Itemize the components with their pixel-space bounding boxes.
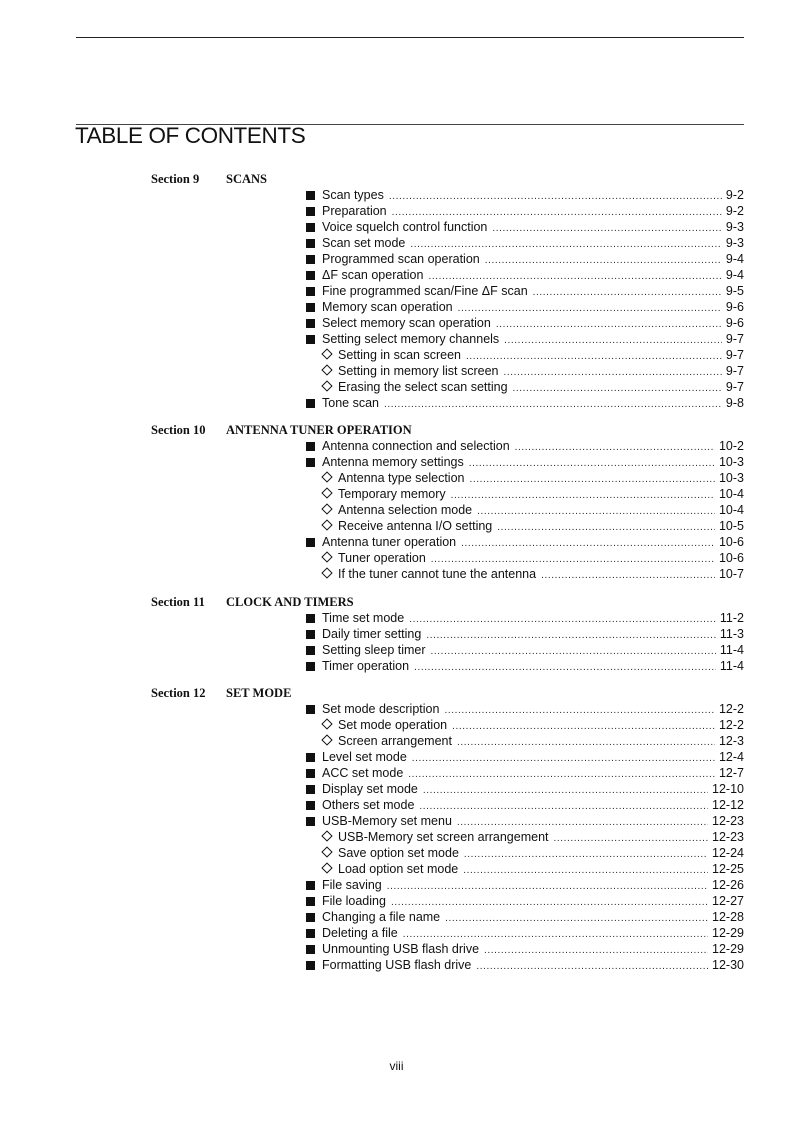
diamond-bullet-icon	[322, 470, 338, 486]
toc-subentry[interactable]	[322, 550, 744, 566]
toc-entry[interactable]	[306, 610, 744, 626]
entry-page-number: 12-23	[712, 814, 744, 828]
section-heading	[151, 422, 412, 438]
dot-leader	[414, 660, 716, 676]
square-bullet-icon	[306, 781, 322, 797]
square-bullet-icon	[306, 749, 322, 765]
entry-page-number: 11-2	[719, 611, 744, 625]
toc-subentry[interactable]	[322, 379, 744, 395]
entry-page-number: 12-10	[712, 782, 744, 796]
dot-leader	[541, 568, 715, 584]
entry-page-number: 9-7	[725, 380, 744, 394]
entry-page-number: 11-3	[719, 627, 744, 641]
entry-label: File saving	[322, 878, 382, 892]
entry-label: Setting select memory channels	[322, 332, 500, 346]
entry-page-number: 12-29	[712, 942, 744, 956]
entry-label: Tuner operation	[338, 551, 426, 565]
square-bullet-icon	[306, 187, 322, 203]
toc-entry[interactable]	[306, 626, 744, 642]
square-bullet-icon	[306, 941, 322, 957]
top-rule	[76, 37, 744, 38]
entry-page-number: 12-26	[712, 878, 744, 892]
square-bullet-icon	[306, 658, 322, 674]
entry-page-number: 9-8	[725, 396, 744, 410]
entry-page-number: 10-3	[718, 455, 744, 469]
square-bullet-icon	[306, 454, 322, 470]
toc-subentry[interactable]	[322, 486, 744, 502]
diamond-bullet-icon	[322, 347, 338, 363]
entry-page-number: 11-4	[719, 659, 744, 673]
square-bullet-icon	[306, 438, 322, 454]
toc-entry[interactable]	[306, 219, 744, 235]
entry-label: Formatting USB flash drive	[322, 958, 472, 972]
entry-page-number: 9-4	[725, 252, 744, 266]
entry-label: Screen arrangement	[338, 734, 452, 748]
toc-entry[interactable]	[306, 781, 744, 797]
diamond-bullet-icon	[322, 502, 338, 518]
entry-label: Scan types	[322, 188, 384, 202]
entry-page-number: 9-7	[725, 332, 744, 346]
entry-label: Set mode description	[322, 702, 440, 716]
entry-page-number: 9-6	[725, 300, 744, 314]
entry-page-number: 12-30	[712, 958, 744, 972]
toc-entry[interactable]	[306, 765, 744, 781]
section-number: Section 9	[151, 172, 200, 186]
entry-page-number: 12-25	[712, 862, 744, 876]
toc-entry[interactable]	[306, 331, 744, 347]
toc-entry[interactable]	[306, 454, 744, 470]
entry-page-number: 10-6	[718, 551, 744, 565]
toc-subentry[interactable]	[322, 347, 744, 363]
section-number: Section 12	[151, 686, 206, 700]
square-bullet-icon	[306, 395, 322, 411]
toc-entry[interactable]	[306, 893, 744, 909]
entry-page-number: 9-7	[725, 364, 744, 378]
dot-leader	[476, 959, 708, 975]
entry-page-number: 9-2	[725, 188, 744, 202]
toc-subentry[interactable]	[322, 845, 744, 861]
toc-entry[interactable]	[306, 203, 744, 219]
entry-page-number: 12-24	[712, 846, 744, 860]
entry-page-number: 10-2	[718, 439, 744, 453]
entry-label: File loading	[322, 894, 386, 908]
entry-page-number: 12-2	[718, 718, 744, 732]
toc-entry[interactable]	[306, 941, 744, 957]
diamond-bullet-icon	[322, 845, 338, 861]
entry-label: Antenna tuner operation	[322, 535, 457, 549]
section-heading	[151, 171, 267, 187]
entry-page-number: 9-2	[725, 204, 744, 218]
entry-label: Daily timer setting	[322, 627, 422, 641]
toc-subentry[interactable]	[322, 502, 744, 518]
entry-page-number: 12-23	[712, 830, 744, 844]
square-bullet-icon	[306, 219, 322, 235]
entry-label: Level set mode	[322, 750, 407, 764]
diamond-bullet-icon	[322, 363, 338, 379]
toc-subentry[interactable]	[322, 829, 744, 845]
toc-entry[interactable]	[306, 395, 744, 411]
section-number: Section 11	[151, 595, 205, 609]
toc-subentry[interactable]	[322, 363, 744, 379]
entry-label: Fine programmed scan/Fine ΔF scan	[322, 284, 528, 298]
entry-label: Changing a file name	[322, 910, 441, 924]
entry-label: Unmounting USB flash drive	[322, 942, 480, 956]
toc-entry[interactable]	[306, 877, 744, 893]
entry-page-number: 12-2	[718, 702, 744, 716]
section-heading	[151, 594, 354, 610]
diamond-bullet-icon	[322, 566, 338, 582]
square-bullet-icon	[306, 534, 322, 550]
entry-label: Antenna connection and selection	[322, 439, 510, 453]
entry-label: Deleting a file	[322, 926, 398, 940]
square-bullet-icon	[306, 642, 322, 658]
toc-entry[interactable]	[306, 438, 744, 454]
entry-label: Voice squelch control function	[322, 220, 488, 234]
toc-entry[interactable]	[306, 534, 744, 550]
toc-subentry[interactable]	[322, 518, 744, 534]
entry-label: If the tuner cannot tune the antenna	[338, 567, 537, 581]
entry-page-number: 12-12	[712, 798, 744, 812]
section-name: CLOCK AND TIMERS	[226, 595, 354, 609]
square-bullet-icon	[306, 235, 322, 251]
square-bullet-icon	[306, 283, 322, 299]
entry-label: ΔF scan operation	[322, 268, 424, 282]
square-bullet-icon	[306, 797, 322, 813]
page-number: viii	[389, 1059, 404, 1073]
square-bullet-icon	[306, 925, 322, 941]
entry-label: Temporary memory	[338, 487, 446, 501]
toc-entry[interactable]	[306, 749, 744, 765]
entry-page-number: 12-28	[712, 910, 744, 924]
entry-label: Setting in scan screen	[338, 348, 461, 362]
toc-entry[interactable]	[306, 315, 744, 331]
square-bullet-icon	[306, 610, 322, 626]
entry-page-number: 9-5	[725, 284, 744, 298]
diamond-bullet-icon	[322, 861, 338, 877]
square-bullet-icon	[306, 267, 322, 283]
section-name: SCANS	[226, 172, 267, 186]
square-bullet-icon	[306, 877, 322, 893]
square-bullet-icon	[306, 701, 322, 717]
entry-label: Scan set mode	[322, 236, 406, 250]
entry-page-number: 9-6	[725, 316, 744, 330]
diamond-bullet-icon	[322, 717, 338, 733]
entry-page-number: 12-3	[718, 734, 744, 748]
entry-page-number: 12-27	[712, 894, 744, 908]
entry-label: Setting sleep timer	[322, 643, 426, 657]
diamond-bullet-icon	[322, 518, 338, 534]
square-bullet-icon	[306, 626, 322, 642]
section-number: Section 10	[151, 423, 206, 437]
entry-label: USB-Memory set screen arrangement	[338, 830, 549, 844]
toc-entry[interactable]	[306, 797, 744, 813]
toc-entry[interactable]	[306, 957, 744, 973]
square-bullet-icon	[306, 331, 322, 347]
entry-label: Timer operation	[322, 659, 410, 673]
square-bullet-icon	[306, 315, 322, 331]
entry-label: Antenna type selection	[338, 471, 465, 485]
entry-label: Preparation	[322, 204, 387, 218]
diamond-bullet-icon	[322, 733, 338, 749]
entry-label: Display set mode	[322, 782, 418, 796]
entry-label: Memory scan operation	[322, 300, 453, 314]
square-bullet-icon	[306, 957, 322, 973]
entry-label: Programmed scan operation	[322, 252, 480, 266]
entry-page-number: 12-7	[718, 766, 744, 780]
section-name: ANTENNA TUNER OPERATION	[226, 423, 412, 437]
toc-subentry[interactable]	[322, 717, 744, 733]
toc-subentry[interactable]	[322, 566, 744, 582]
entry-label: Time set mode	[322, 611, 405, 625]
entry-label: Receive antenna I/O setting	[338, 519, 493, 533]
toc-subentry[interactable]	[322, 470, 744, 486]
toc-entry[interactable]	[306, 701, 744, 717]
toc-entry[interactable]	[306, 925, 744, 941]
entry-page-number: 10-4	[718, 503, 744, 517]
section-heading	[151, 685, 291, 701]
toc-entry[interactable]	[306, 299, 744, 315]
entry-page-number: 9-3	[725, 236, 744, 250]
entry-page-number: 9-7	[725, 348, 744, 362]
entry-label: Select memory scan operation	[322, 316, 491, 330]
diamond-bullet-icon	[322, 550, 338, 566]
square-bullet-icon	[306, 893, 322, 909]
entry-page-number: 10-5	[718, 519, 744, 533]
square-bullet-icon	[306, 765, 322, 781]
toc-entry[interactable]	[306, 658, 744, 674]
entry-label: Load option set mode	[338, 862, 459, 876]
entry-label: Antenna selection mode	[338, 503, 473, 517]
toc-entry[interactable]	[306, 813, 744, 829]
diamond-bullet-icon	[322, 829, 338, 845]
entry-page-number: 9-4	[725, 268, 744, 282]
page-title: TABLE OF CONTENTS	[75, 123, 306, 148]
toc-subentry[interactable]	[322, 733, 744, 749]
entry-label: Others set mode	[322, 798, 415, 812]
entry-label: Antenna memory settings	[322, 455, 464, 469]
entry-label: ACC set mode	[322, 766, 404, 780]
toc-entry[interactable]	[306, 909, 744, 925]
entry-page-number: 10-7	[718, 567, 744, 581]
square-bullet-icon	[306, 299, 322, 315]
entry-label: Set mode operation	[338, 718, 448, 732]
toc-entry[interactable]	[306, 187, 744, 203]
square-bullet-icon	[306, 909, 322, 925]
dot-leader	[384, 397, 722, 413]
toc-subentry[interactable]	[322, 861, 744, 877]
toc-entry[interactable]	[306, 642, 744, 658]
entry-label: Erasing the select scan setting	[338, 380, 508, 394]
entry-page-number: 11-4	[719, 643, 744, 657]
toc-entry[interactable]	[306, 235, 744, 251]
entry-page-number: 10-3	[718, 471, 744, 485]
entry-page-number: 12-29	[712, 926, 744, 940]
square-bullet-icon	[306, 813, 322, 829]
diamond-bullet-icon	[322, 486, 338, 502]
entry-page-number: 9-3	[725, 220, 744, 234]
square-bullet-icon	[306, 251, 322, 267]
entry-page-number: 10-6	[718, 535, 744, 549]
entry-label: Tone scan	[322, 396, 379, 410]
section-name: SET MODE	[226, 686, 292, 700]
entry-page-number: 10-4	[718, 487, 744, 501]
toc-entry[interactable]	[306, 283, 744, 299]
toc-entry[interactable]	[306, 267, 744, 283]
diamond-bullet-icon	[322, 379, 338, 395]
entry-label: Setting in memory list screen	[338, 364, 499, 378]
square-bullet-icon	[306, 203, 322, 219]
entry-label: Save option set mode	[338, 846, 459, 860]
toc-entry[interactable]	[306, 251, 744, 267]
entry-label: USB-Memory set menu	[322, 814, 452, 828]
entry-page-number: 12-4	[718, 750, 744, 764]
